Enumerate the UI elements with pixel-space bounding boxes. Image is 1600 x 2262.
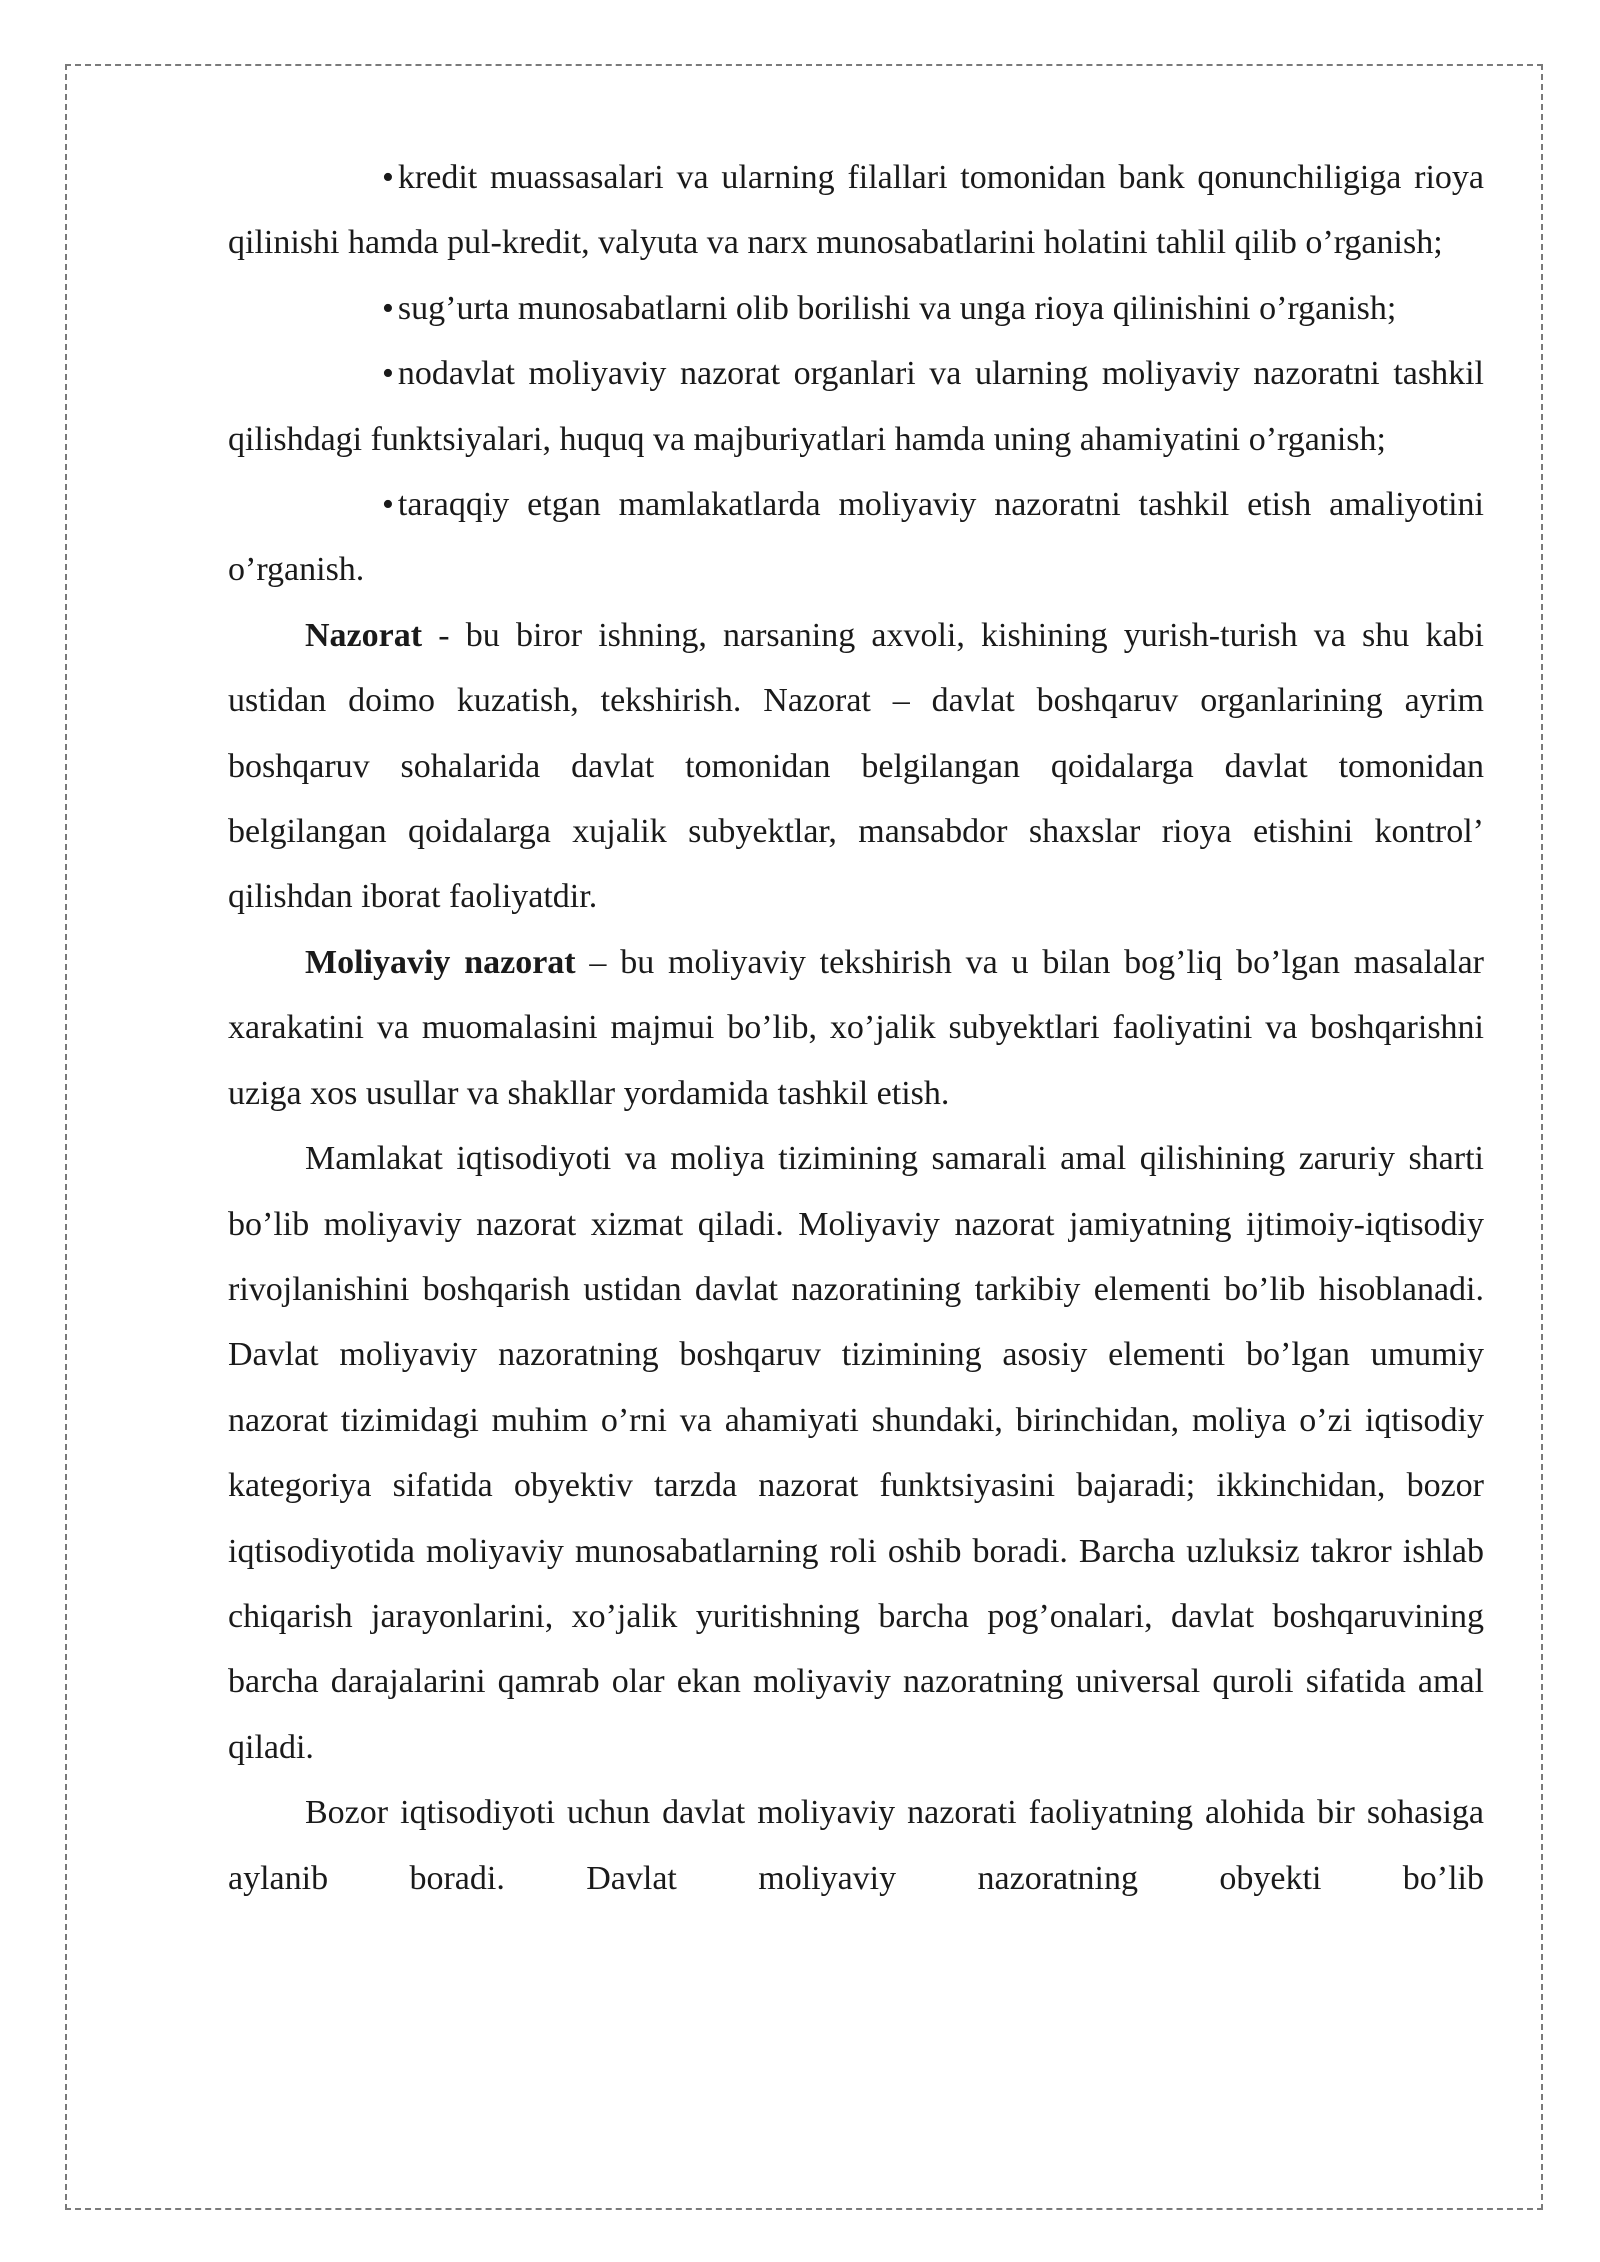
definition-text: – bu moliyaviy tekshirish va u bilan bog’liq bo’lgan masalalar xarakatini va muomalasini majmui bo’lib, xo’jalik subyektlari faoliyatini va boshqarishni uziga xos usullar va shakllar yordamida tashkil etish. bbox=[228, 943, 1485, 1112]
document-body bbox=[228, 145, 1484, 1911]
definition-paragraph bbox=[228, 603, 1484, 930]
bullet-text: kredit muassasalari va ularning filallari tomonidan bank qonunchiligiga rioya qilinishi hamda pul-kredit, valyuta va narx munosabatlarini holatini tahlil qilib o’rganish; bbox=[228, 159, 1484, 262]
bullet-icon: • bbox=[382, 289, 394, 327]
bullet-icon: • bbox=[382, 355, 394, 393]
definition-paragraph bbox=[228, 930, 1484, 1126]
definition-term: Nazorat bbox=[305, 616, 423, 654]
bullet-text: sug’urta munosabatlarni olib borilishi va unga rioya qilinishini o’rganish; bbox=[397, 289, 1397, 327]
definition-text: - bu biror ishning, narsaning axvoli, kishining yurish-turish va shu kabi ustidan doimo kuzatish, tekshirish. Nazorat – davlat boshqaruv organlarining ayrim boshqaruv sohalarida davlat tomonidan belgilangan qoidalarga davlat tomonidan belgilangan qoidalarga xujalik subyektlar, mansabdor shaxslar rioya etishini kontrol’ qilishdan iborat faoliyatdir. bbox=[228, 616, 1484, 916]
bullet-icon: • bbox=[382, 159, 394, 196]
bullet-icon: • bbox=[382, 486, 394, 524]
definition-term: Moliyaviy nazorat bbox=[305, 943, 576, 981]
bullet-text: taraqqiy etgan mamlakatlarda moliyaviy nazoratni tashkil etish amaliyotini o’rganish. bbox=[228, 486, 1484, 589]
body-paragraph: Mamlakat iqtisodiyoti va moliya tizimining samarali amal qilishining zaruriy sharti bo’lib moliyaviy nazorat xizmat qiladi. Moliyaviy nazorat jamiyatning ijtimoiy-iqtisodiy rivojlanishini boshqarish ustidan davlat nazoratining tarkibiy elementi bo’lib hisoblanadi. Davlat moliyaviy nazoratning boshqaruv tizimining asosiy elementi bo’lgan umumiy nazorat tizimidagi muhim o’rni va ahamiyati shundaki, birinchidan, moliya o’zi iqtisodiy kategoriya sifatida obyektiv tarzda nazorat funktsiyasini bajaradi; ikkinchidan, bozor iqtisodiyotida moliyaviy munosabatlarning roli oshib boradi. Barcha uzluksiz takror ishlab chiqarish jarayonlarini, xo’jalik yuritishning barcha pog’onalari, davlat boshqaruvining barcha darajalarini qamrab olar ekan moliyaviy nazoratning universal quroli sifatida amal qiladi. bbox=[228, 1140, 1484, 1766]
bullet-text: nodavlat moliyaviy nazorat organlari va ularning moliyaviy nazoratni tashkil qilishdagi funktsiyalari, huquq va majburiyatlari hamda uning ahamiyatini o’rganish; bbox=[228, 355, 1484, 458]
bullet-item bbox=[228, 472, 1484, 603]
body-paragraph: Bozor iqtisodiyoti uchun davlat moliyaviy nazorati faoliyatning alohida bir sohasiga aylanib boradi. Davlat moliyaviy nazoratning obyekti bo’lib bbox=[228, 1794, 1484, 1897]
bullet-item bbox=[228, 341, 1484, 472]
bullet-item bbox=[228, 276, 1484, 341]
bullet-item bbox=[228, 145, 1484, 276]
